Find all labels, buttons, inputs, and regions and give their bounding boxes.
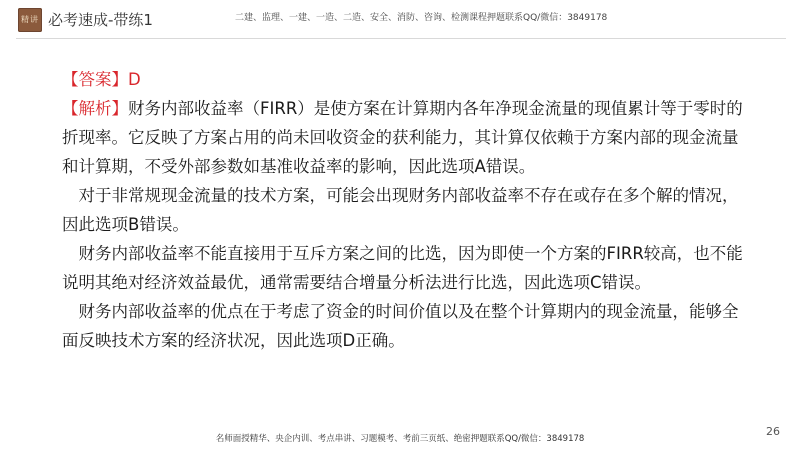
analysis-label: 【解析】 (62, 99, 128, 118)
logo-text: 精讲 (21, 15, 39, 24)
answer-content (62, 65, 752, 355)
analysis-paragraph-d: 财务内部收益率的优点在于考虑了资金的时间价值以及在整个计算期内的现金流量，能够全面反映技术方案的经济状况，因此选项D正确。 (62, 302, 739, 350)
answer-line (62, 65, 752, 94)
answer-value: D (128, 70, 141, 89)
footer-contact-info: 名师面授精华、央企内训、考点串讲、习题模考、考前三页纸、绝密押题联系QQ/微信：3849178 (215, 434, 585, 444)
analysis-paragraph-b: 对于非常规现金流量的技术方案，可能会出现财务内部收益率不存在或存在多个解的情况，因此选项B错误。 (62, 186, 739, 234)
header-contact-info: 二建、监理、一建、一造、二造、安全、消防、咨询、检测课程押题联系QQ/微信：3849178 (235, 13, 608, 23)
analysis-first-text: 财务内部收益率（FIRR）是使方案在计算期内各年净现金流量的现值累计等于零时的折现率。它反映了方案占用的尚未回收资金的获利能力，其计算仅依赖于方案内部的现金流量和计算期，不受外部参数如基准收益率的影响，因此选项A错误。 (62, 99, 743, 176)
page-number: 26 (766, 425, 780, 438)
answer-label: 【答案】 (62, 70, 128, 89)
brand-logo-icon (18, 8, 42, 32)
analysis-paragraph-c: 财务内部收益率不能直接用于互斥方案之间的比选，因为即使一个方案的FIRR较高，也不能说明其绝对经济效益最优，通常需要结合增量分析法进行比选，因此选项C错误。 (62, 244, 743, 292)
page-title: 必考速成-带练1 (48, 11, 153, 29)
analysis-paragraph (62, 94, 752, 181)
header-divider (16, 38, 786, 39)
